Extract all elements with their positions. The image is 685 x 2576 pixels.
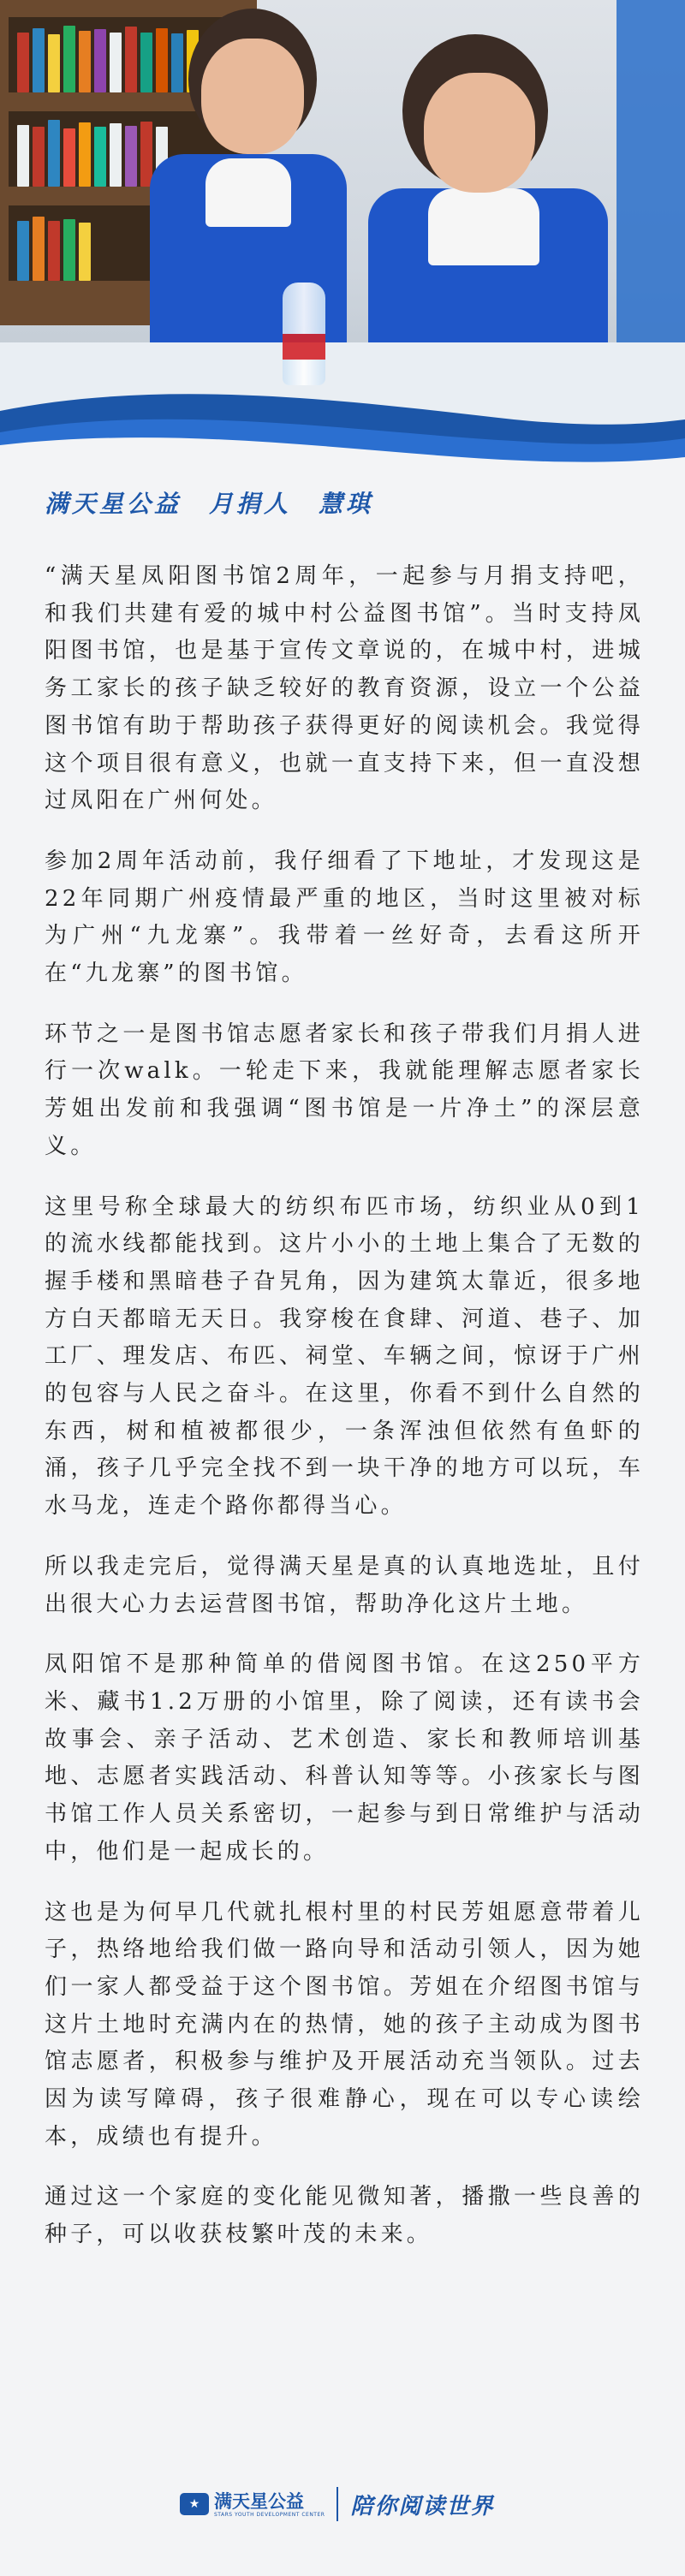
paragraph: “满天星凤阳图书馆2周年，一起参与月捐支持吧，和我们共建有爱的城中村公益图书馆”。当时支持凤阳图书馆，也是基于宣传文章说的，在城中村，进城务工家长的孩子缺乏较好的教育资源，设立一个公益图书馆有助于帮助孩子获得更好的阅读机会。我觉得这个项目很有意义，也就一直支持下来，但一直没想过凤阳在广州何处。: [45, 563, 644, 814]
paragraph: 环节之一是图书馆志愿者家长和孩子带我们月捐人进行一次walk。一轮走下来，我就能理解志愿者家长芳姐出发前和我强调“图书馆是一片净土”的深层意义。: [45, 1020, 644, 1159]
brand-name: 满天星公益: [214, 2490, 304, 2512]
article-title: 满天星公益 月捐人 慧琪: [45, 490, 374, 518]
header-photo: [0, 0, 685, 445]
footer-logo: [180, 2483, 522, 2525]
paragraph: 参加2周年活动前，我仔细看了下地址，才发现这是22年同期广州疫情最严重的地区，当时这里被对标为广州“九龙寨”。我带着一丝好奇，去看这所开在“九龙寨”的图书馆。: [45, 848, 644, 987]
brand: [214, 2491, 325, 2518]
paragraph: 通过这一个家庭的变化能见微知著，播撒一些良善的种子，可以收获枝繁叶茂的未来。: [45, 2184, 644, 2248]
paragraph: 凤阳馆不是那种简单的借阅图书馆。在这250平方米、藏书1.2万册的小馆里，除了阅读，还有读书会故事会、亲子活动、艺术创造、家长和教师培训基地、志愿者实践活动、科普认知等等。小孩家长与图书馆工作人员关系密切，一起参与到日常维护与活动中，他们是一起成长的。: [45, 1651, 644, 1865]
slogan: 陪你阅读世界: [350, 2493, 495, 2519]
paragraph: 这也是为何早几代就扎根村里的村民芳姐愿意带着儿子，热络地给我们做一路向导和活动引领人，因为她们一家人都受益于这个图书馆。芳姐在介绍图书馆与这片土地时充满内在的热情，她的孩子主动成为图书馆志愿者，积极参与维护及开展活动充当领队。过去因为读写障碍，孩子很难静心，现在可以专心读绘本，成绩也有提升。: [45, 1899, 644, 2150]
divider: [337, 2487, 338, 2521]
water-bottle: [283, 283, 325, 385]
book-logo-icon: ★: [180, 2493, 209, 2515]
paragraph: 这里号称全球最大的纺织布匹市场，纺织业从0到1的流水线都能找到。这片小小的土地上集合了无数的握手楼和黑暗巷子旮旯角，因为建筑太靠近，很多地方白天都暗无天日。我穿梭在食肆、河道、巷子、加工厂、理发店、布匹、祠堂、车辆之间，惊讶于广州的包容与人民之奋斗。在这里，你看不到什么自然的东西，树和植被都很少，一条浑浊但依然有鱼虾的涌，孩子几乎完全找不到一块干净的地方可以玩，车水马龙，连走个路你都得当心。: [45, 1193, 644, 1520]
article-body: [45, 558, 644, 2277]
brand-subtitle: STARS YOUTH DEVELOPMENT CENTER: [214, 2511, 325, 2518]
paragraph: 所以我走完后，觉得满天星是真的认真地选址，且付出很大心力去运营图书馆，帮助净化这片土地。: [45, 1553, 644, 1617]
blue-wave-divider: [0, 385, 685, 488]
